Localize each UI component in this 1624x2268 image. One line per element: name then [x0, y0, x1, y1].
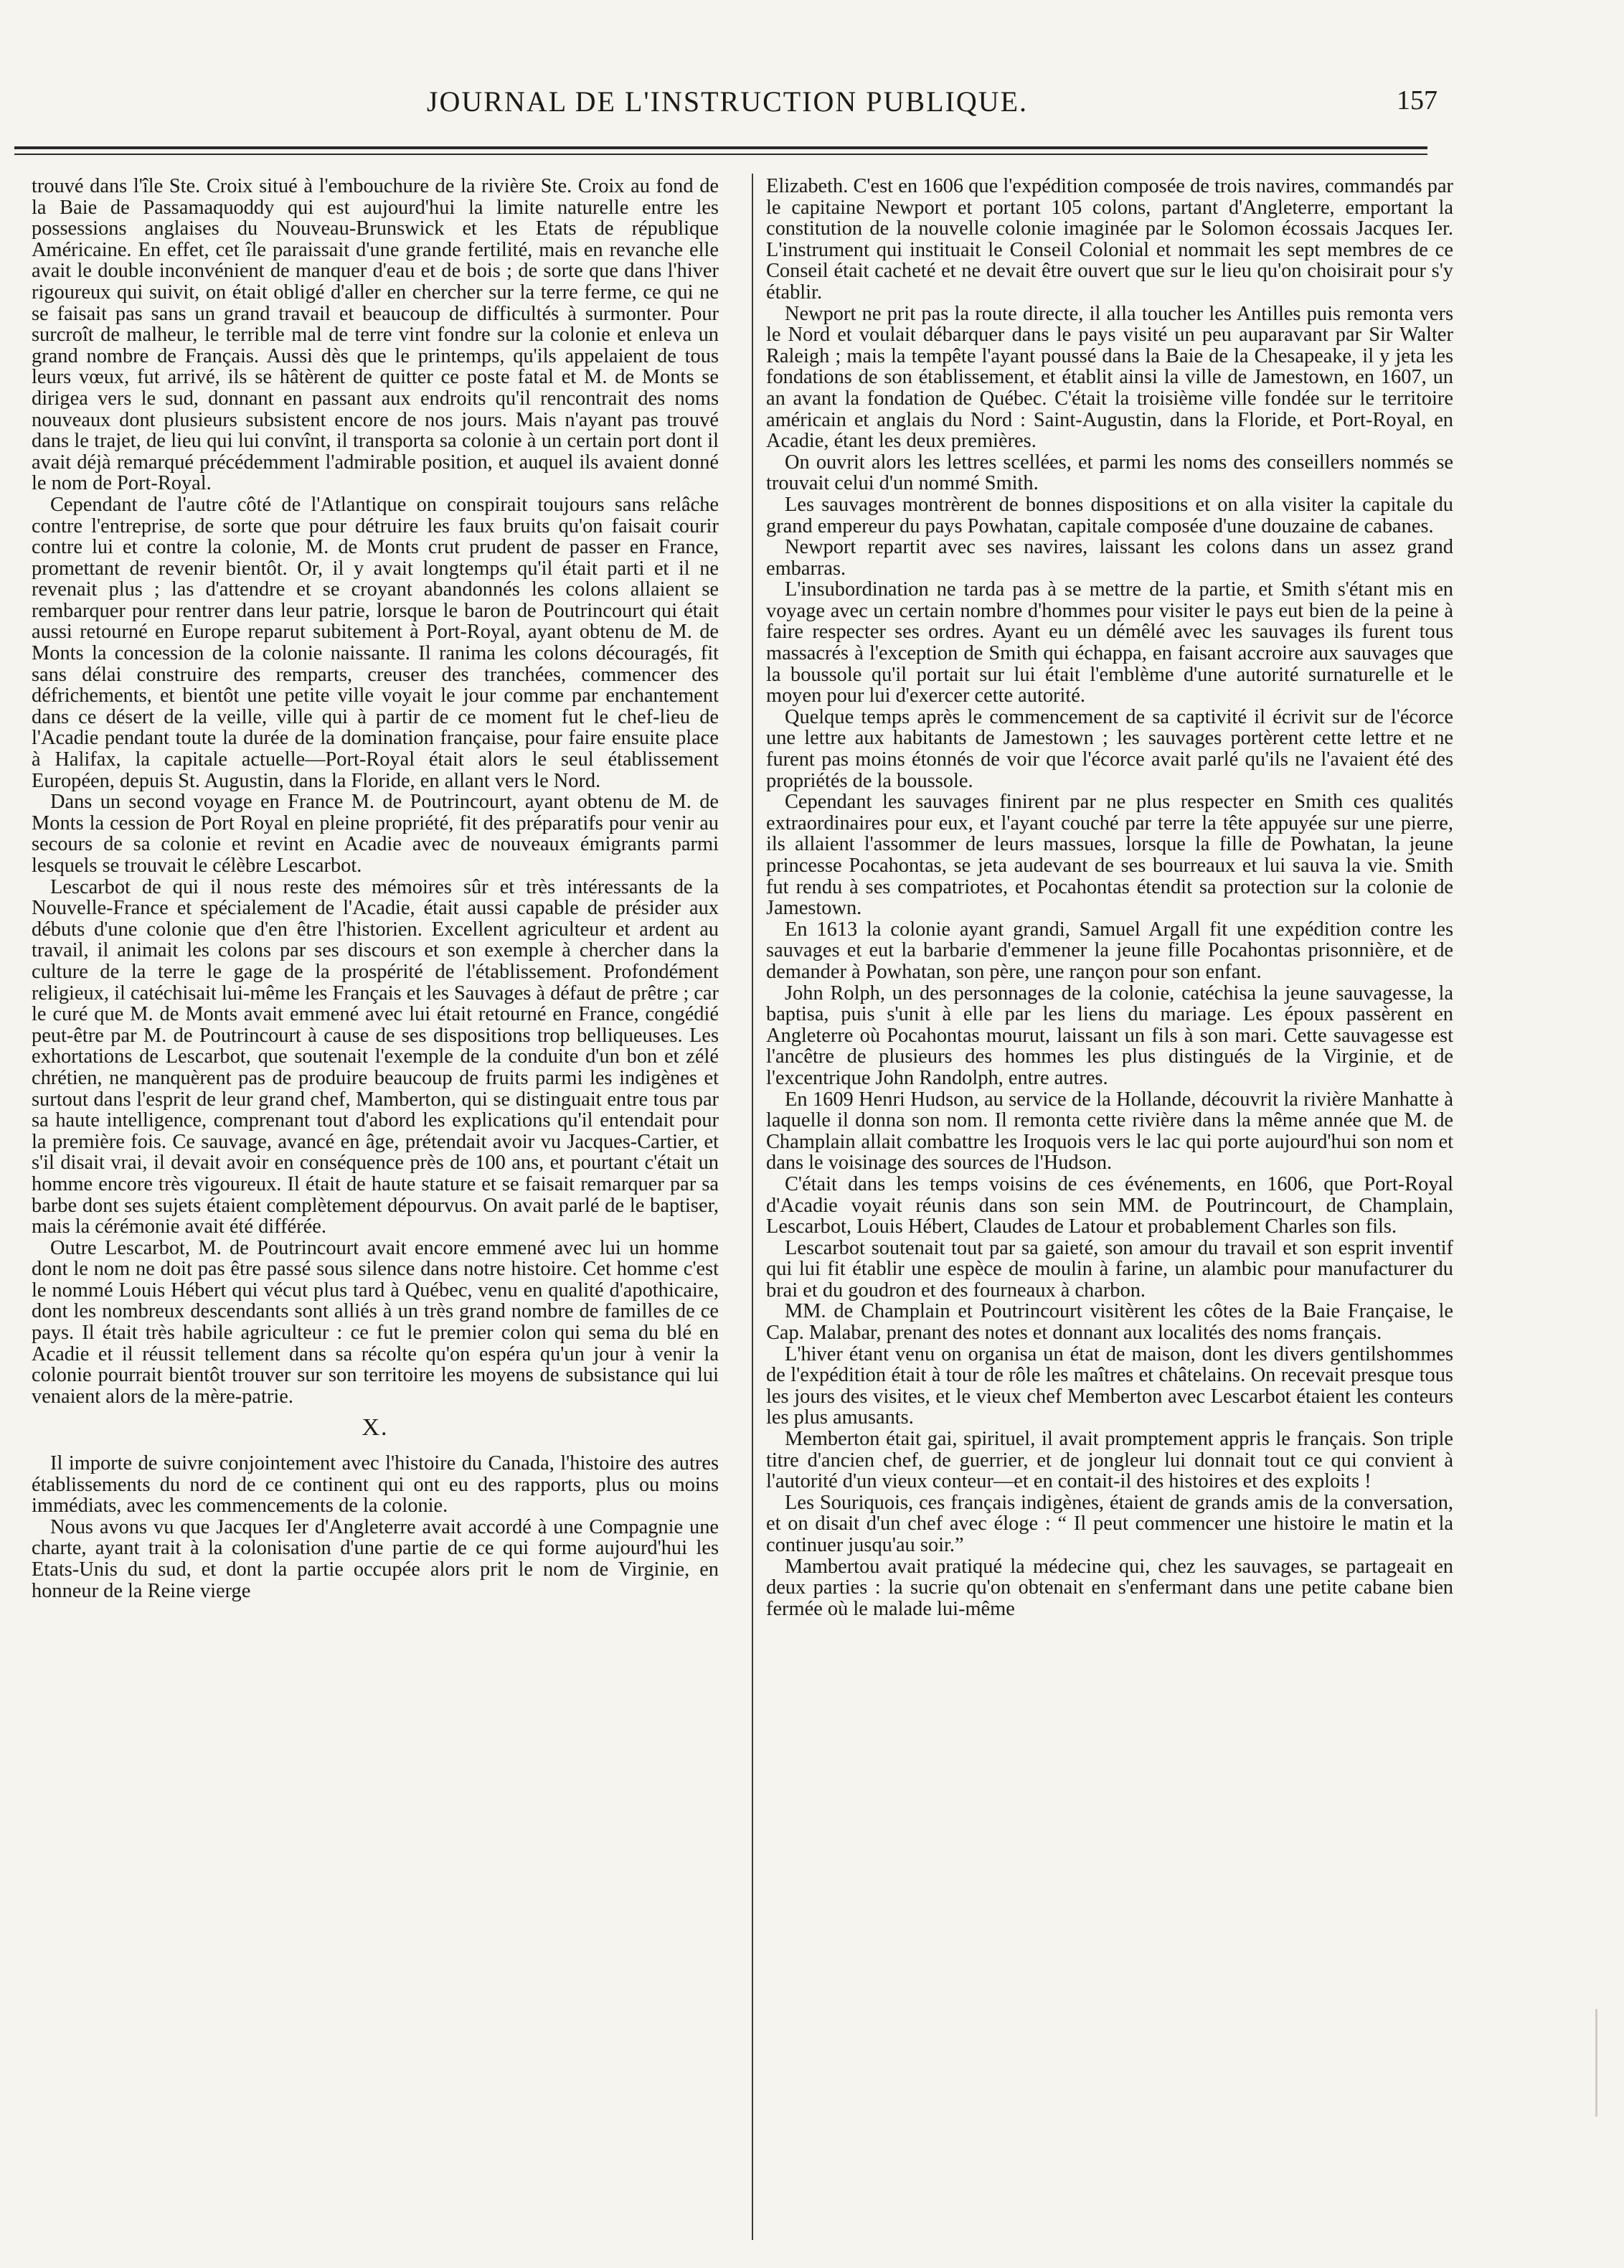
paragraph: MM. de Champlain et Poutrincourt visitèrent les côtes de la Baie Française, le Cap. Malabar, prenant des notes et donnant aux localités des noms français.	[766, 1300, 1453, 1345]
paragraph: Les Souriquois, ces français indigènes, étaient de grands amis de la conversation, et on disait d'un chef avec éloge : “ Il peut commencer une histoire le matin et la continuer jusqu'au soir.”	[766, 1491, 1453, 1556]
journal-title: JOURNAL DE L'INSTRUCTION PUBLIQUE.	[426, 85, 1029, 118]
paragraph: Lescarbot de qui il nous reste des mémoires sûr et très intéressants de la Nouvelle-France et spécialement de l'Acadie, était aussi capable de présider aux débuts d'une colonie que d'en être l'historien. Excellent agriculteur et ardent au travail, il animait les colons par ses discours et son exemple à chercher dans la culture de la terre le gage de la prospérité de l'établissement. Profondément religieux, il catéchisait lui-même les Français et les Sauvages à défaut de prêtre ; car le curé que M. de Monts avait emmené avec lui était retourné en France, congédié peut-être par M. de Poutrincourt à cause de ses dispositions trop belliqueuses. Les exhortations de Lescarbot, que soutenait l'exemple de la conduite d'un bon et zélé chrétien, ne manquèrent pas de produire beaucoup de fruits parmi les indigènes et surtout dans l'esprit de leur grand chef, Mamberton, qui se distinguait entre tous par sa haute intelligence, comprenant tout d'abord les explications qu'il entendait pour la première fois. Ce sauvage, avancé en âge, prétendait avoir vu Jacques-Cartier, et s'il disait vrai, il devait avoir en conséquence près de 100 ans, et pourtant c'était un homme encore très vigoureux. Il était de haute stature et se faisait remarquer par sa barbe dont ses sujets étaient complètement dépourvus. On avait parlé de le baptiser, mais la cérémonie avait été différée.	[32, 875, 719, 1238]
paragraph: Quelque temps après le commencement de sa captivité il écrivit sur de l'écorce une lettre aux habitants de Jamestown ; les sauvages portèrent cette lettre et ne furent pas moins étonnés de voir que l'écorce avait parlé qu'ils ne l'avaient été des propriétés de la boussole.	[766, 705, 1453, 792]
paragraph: On ouvrit alors les lettres scellées, et parmi les noms des conseillers nommés se trouvait celui d'un nommé Smith.	[766, 451, 1453, 495]
left-column	[32, 176, 719, 2235]
header-rule-thick	[14, 146, 1427, 149]
page-number: 157	[1397, 85, 1437, 116]
section-heading: X.	[362, 1414, 389, 1441]
paragraph: Elizabeth. C'est en 1606 que l'expédition composée de trois navires, commandés par le capitaine Newport et portant 105 colons, partant d'Angleterre, emportant la constitution de la nouvelle colonie imaginée par le Solomon écossais Jacques Ier. L'instrument qui instituait le Conseil Colonial et nommait les sept membres de ce Conseil était cacheté et ne devait être ouvert que sur le lieu qu'on choisirait pour s'y établir.	[766, 176, 1453, 304]
page-edge-mark	[1595, 2009, 1597, 2117]
paragraph: Cependant les sauvages finirent par ne plus respecter en Smith ces qualités extraordinaires pour eux, et l'ayant couché par terre la tête appuyée sur une pierre, ils allaient l'assommer de leurs massues, lorsque la fille de Powhatan, la jeune princesse Pocahontas, se jeta audevant de ses bourreaux et lui sauva la vie. Smith fut rendu à ses compatriotes, et Pocahontas étendit sa protection sur la colonie de Jamestown.	[766, 791, 1453, 920]
paragraph: Lescarbot soutenait tout par sa gaieté, son amour du travail et son esprit inventif qui lui fit établir une espèce de moulin à farine, un alambic pour manufacturer du brai et du goudron et des fourneaux à charbon.	[766, 1236, 1453, 1302]
paragraph: Nous avons vu que Jacques Ier d'Angleterre avait accordé à une Compagnie une charte, ayant trait à la colonisation d'une partie de ce qui forme aujourd'hui les Etats-Unis du sud, et dont la partie occupée alors prit le nom de Virginie, en honneur de la Reine vierge	[32, 1515, 719, 1602]
paragraph: Les sauvages montrèrent de bonnes dispositions et on alla visiter la capitale du grand empereur du pays Powhatan, capitale composée d'une douzaine de cabanes.	[766, 493, 1453, 537]
paragraph: C'était dans les temps voisins de ces événements, en 1606, que Port-Royal d'Acadie voyait réunis dans son sein MM. de Poutrincourt, de Champlain, Lescarbot, Louis Hébert, Claudes de Latour et probablement Charles son fils.	[766, 1172, 1453, 1238]
paragraph: Newport repartit avec ses navires, laissant les colons dans un assez grand embarras.	[766, 536, 1453, 580]
paragraph: Newport ne prit pas la route directe, il alla toucher les Antilles puis remonta vers le Nord et voulait débarquer dans le pays visité un peu auparavant par Sir Walter Raleigh ; mais la tempête l'ayant poussé dans la Baie de la Chesapeake, il y jeta les fondations de son établissement, et établit ainsi la ville de Jamestown, en 1607, un an avant la fondation de Québec. C'était la troisième ville fondée sur le territoire américain et anglais du Nord : Saint-Augustin, dans la Floride, et Port-Royal, en Acadie, étant les deux premières.	[766, 302, 1453, 453]
paragraph: Mambertou avait pratiqué la médecine qui, chez les sauvages, se partageait en deux parties : la sucrie qu'on obtenait en s'enfermant dans une petite cabane bien fermée où le malade lui-même	[766, 1555, 1453, 1620]
paragraph: L'hiver étant venu on organisa un état de maison, dont les divers gentilshommes de l'expédition était à tour de rôle les maîtres et châtelains. On recevait presque tous les jours des visites, et le vieux chef Memberton avec Lescarbot étaient les conteurs les plus amusants.	[766, 1342, 1453, 1429]
paragraph: En 1609 Henri Hudson, au service de la Hollande, découvrit la rivière Manhatte à laquelle il donna son nom. Il remonta cette rivière dans la même année que M. de Champlain allait combattre les Iroquois vers le lac qui porte aujourd'hui son nom et dans le voisinage des sources de l'Hudson.	[766, 1088, 1453, 1175]
page-header	[32, 85, 1437, 128]
column-divider	[752, 174, 753, 2240]
paragraph: trouvé dans l'île Ste. Croix situé à l'embouchure de la rivière Ste. Croix au fond de la Baie de Passamaquoddy qui est aujourd'hui la limite naturelle entre les possessions anglaises du Nouveau-Brunswick et les Etats de république Américaine. En effet, cet île paraissait d'une grande fertilité, mais en revanche elle avait le double inconvénient de manquer d'eau et de bois ; de sorte que dans l'hiver rigoureux qui suivit, on était obligé d'aller en chercher sur la terre ferme, ce qui ne se faisait pas sans un grand travail et beaucoup de difficultés à surmonter. Pour surcroît de malheur, le terrible mal de terre vint fondre sur la colonie et enleva un grand nombre de Français. Aussi dès que le printemps, qu'ils appelaient de tous leurs vœux, fut arrivé, ils se hâtèrent de quitter ce poste fatal et M. de Monts se dirigea vers le sud, donnant en passant aux endroits qu'il rencontrait des noms nouveaux dont plusieurs subsistent encore de nos jours. Mais n'ayant pas trouvé dans le trajet, de lieu qui lui convînt, il transporta sa colonie à un certain port dont il avait déjà remarqué précédemment l'admirable position, et auquel ils avaient donné le nom de Port-Royal.	[32, 176, 719, 495]
paragraph: En 1613 la colonie ayant grandi, Samuel Argall fit une expédition contre les sauvages et eut la barbarie d'emmener la jeune fille Pocahontas prisonnière, et de demander à Powhatan, son père, une rançon pour son enfant.	[766, 918, 1453, 983]
paragraph: John Rolph, un des personnages de la colonie, catéchisa la jeune sauvagesse, la baptisa, puis s'unit à elle par les liens du mariage. Les époux passèrent en Angleterre où Pocahontas mourut, laissant un fils à son mari. Cette sauvagesse est l'ancêtre de plusieurs des hommes les plus distingués de la Virginie, et de l'excentrique John Randolph, entre autres.	[766, 982, 1453, 1089]
paragraph: L'insubordination ne tarda pas à se mettre de la partie, et Smith s'étant mis en voyage avec un certain nombre d'hommes pour visiter le pays eut bien de la peine à faire respecter ses ordres. Ayant eu un démêlé avec les sauvages ils furent tous massacrés à l'exception de Smith qui échappa, en faisant accroire aux sauvages que la boussole qu'il portait sur lui était l'emblème d'une autorité surnaturelle et le moyen pour lui d'exercer cette autorité.	[766, 578, 1453, 707]
right-column	[766, 176, 1453, 2235]
paragraph: Memberton était gai, spirituel, il avait promptement appris le français. Son triple titre d'ancien chef, de guerrier, et de jongleur lui donnait tout ce qui convient à l'autorité d'un vieux conteur—et en contait-il des histoires et des exploits !	[766, 1428, 1453, 1493]
paragraph: Cependant de l'autre côté de l'Atlantique on conspirait toujours sans relâche contre l'entreprise, de sorte que pour détruire les faux bruits qu'on faisait courir contre lui et contre la colonie, M. de Monts crut prudent de passer en France, promettant de revenir bientôt. Or, il y avait longtemps qu'il était parti et il ne revenait plus ; las d'attendre et se croyant abandonnés les colons allaient se rembarquer pour rentrer dans leur patrie, lorsque le baron de Poutrincourt qui était aussi retourné en Europe reparut subitement à Port-Royal, ayant obtenu de M. de Monts la concession de la colonie naissante. Il ranima les colons découragés, fit sans délai construire des remparts, creuser des tranchées, commencer des défrichements, et bientôt une petite ville voyait le jour comme par enchantement dans ce désert de la veille, ville qui à partir de ce moment fut le chef-lieu de l'Acadie pendant toute la durée de la domination française, pour faire ensuite place à Halifax, la capitale actuelle—Port-Royal était alors le seul établissement Européen, depuis St. Augustin, dans la Floride, en allant vers le Nord.	[32, 493, 719, 792]
paragraph: Outre Lescarbot, M. de Poutrincourt avait encore emmené avec lui un homme dont le nom ne doit pas être passé sous silence dans notre histoire. Cet homme c'est le nommé Louis Hébert qui vécut plus tard à Québec, venu en qualité d'apothicaire, dont les nombreux descendants sont alliés à un très grand nombre de familles de ce pays. Il était très habile agriculteur : ce fut le premier colon qui sema du blé en Acadie et il réussit tellement dans sa récolte qu'on espéra qu'un jour à venir la colonie pourrait bientôt trouver sur son territoire les moyens de subsistance qui lui venaient alors de la mère-patrie.	[32, 1236, 719, 1408]
paragraph: Il importe de suivre conjointement avec l'histoire du Canada, l'histoire des autres établissements du nord de ce continent qui ont eu des rapports, plus ou moins immédiats, avec les commencements de la colonie.	[32, 1452, 719, 1518]
header-rule-thin	[14, 154, 1427, 155]
paragraph: Dans un second voyage en France M. de Poutrincourt, ayant obtenu de M. de Monts la cession de Port Royal en pleine propriété, fit des préparatifs pour venir au secours de sa colonie et revint en Acadie avec de nouveaux émigrants parmi lesquels se trouvait le célèbre Lescarbot.	[32, 791, 719, 877]
